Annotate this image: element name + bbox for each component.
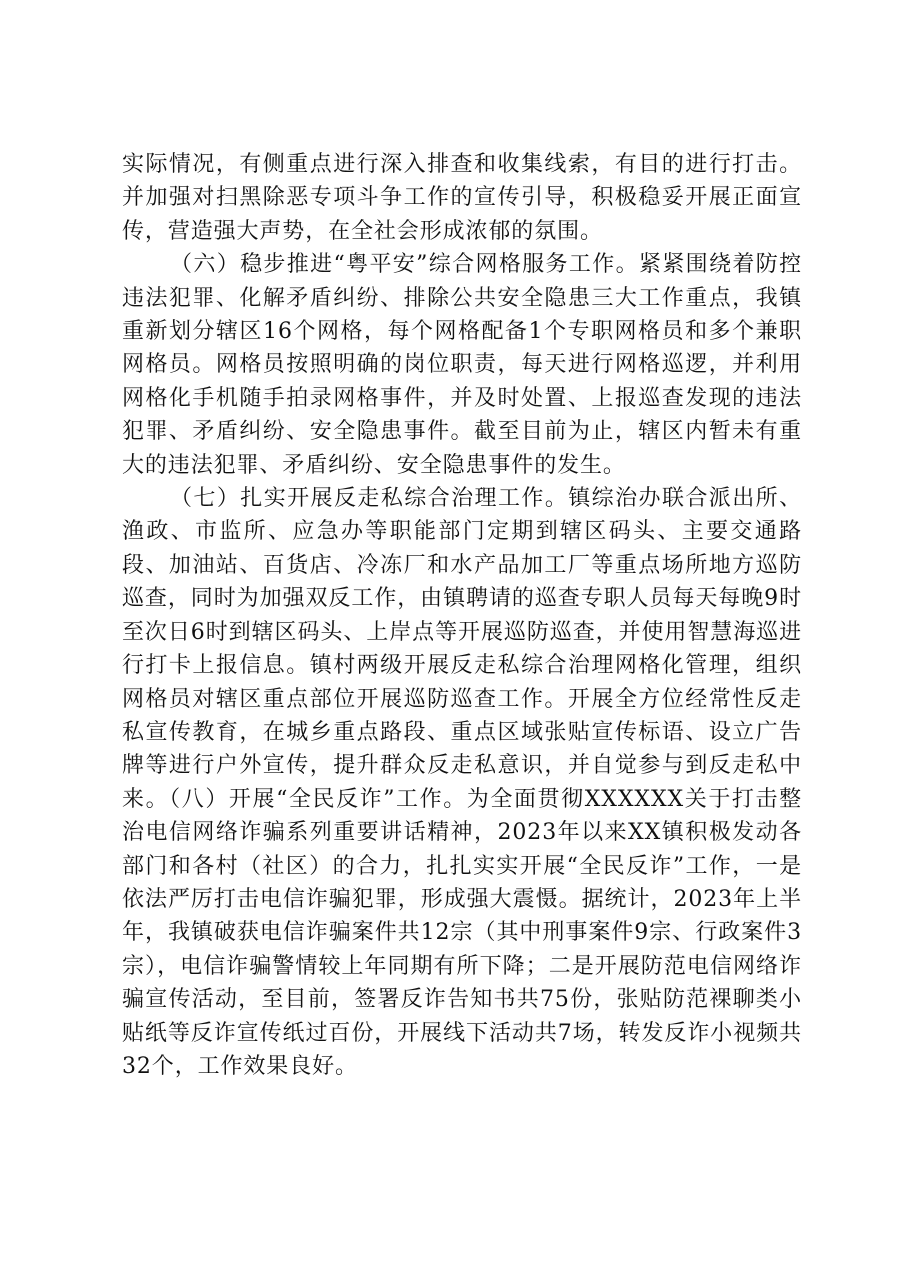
document-body <box>122 148 802 1083</box>
paragraph-section-seven: （七）扎实开展反走私综合治理工作。镇综治办联合派出所、渔政、市监所、应急办等职能部门定期到辖区码头、主要交通路段、加油站、百货店、冷冻厂和水产品加工厂等重点场所地方巡防巡查，同时为加强双反工作，由镇聘请的巡查专职人员每天每晚9时至次日6时到辖区码头、上岸点等开展巡防巡查，并使用智慧海巡进行打卡上报信息。镇村两级开展反走私综合治理网格化管理，组织网格员对辖区重点部位开展巡防巡查工作。开展全方位经常性反走私宣传教育，在城乡重点路段、重点区域张贴宣传标语、设立广告牌等进行户外宣传，提升群众反走私意识，并自觉参与到反走私中来。（八）开展“全民反诈”工作。为全面贯彻XXXXXX关于打击整治电信网络诈骗系列重要讲话精神，2023年以来XX镇积极发动各部门和各村（社区）的合力，扎扎实实开展“全民反诈”工作，一是依法严厉打击电信诈骗犯罪，形成强大震慑。据统计，2023年上半年，我镇破获电信诈骗案件共12宗（其中刑事案件9宗、行政案件3宗），电信诈骗警情较上年同期有所下降；二是开展防范电信网络诈骗宣传活动，至目前，签署反诈告知书共75份，张贴防范裸聊类小贴纸等反诈宣传纸过百份，开展线下活动共7场，转发反诈小视频共32个，工作效果良好。 <box>122 486 802 1079</box>
paragraph-continuation: 实际情况，有侧重点进行深入排查和收集线索，有目的进行打击。并加强对扫黑除恶专项斗争工作的宣传引导，积极稳妥开展正面宣传，营造强大声势，在全社会形成浓郁的氛围。 <box>122 152 802 244</box>
paragraph-section-six: （六）稳步推进“粤平安”综合网格服务工作。紧紧围绕着防控违法犯罪、化解矛盾纠纷、排除公共安全隐患三大工作重点，我镇重新划分辖区16个网格，每个网格配备1个专职网格员和多个兼职网格员。网格员按照明确的岗位职责，每天进行网格巡逻，并利用网格化手机随手拍录网格事件，并及时处置、上报巡查发现的违法犯罪、矛盾纠纷、安全隐患事件。截至目前为止，辖区内暂未有重大的违法犯罪、矛盾纠纷、安全隐患事件的发生。 <box>122 252 802 478</box>
